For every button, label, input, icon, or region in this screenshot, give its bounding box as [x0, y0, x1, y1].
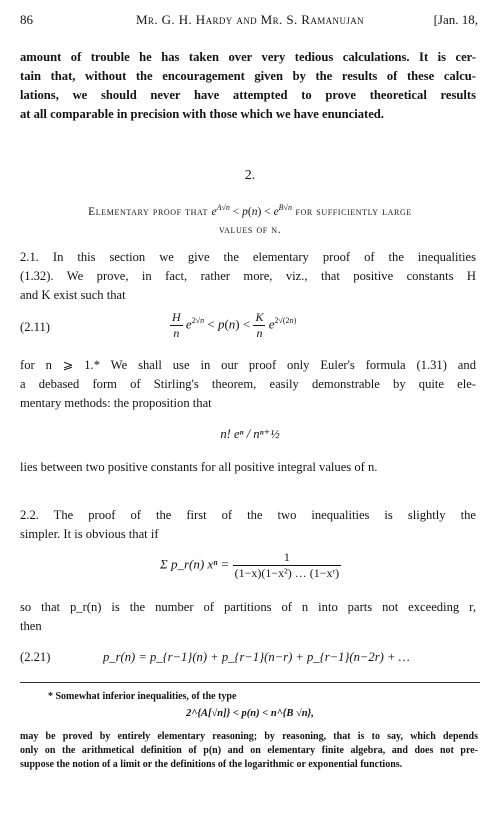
text-line: mentary methods: the proposition that [20, 396, 212, 410]
text-line: (1.32). We prove, in fact, rather more, viz., that positive constants H [20, 269, 476, 283]
section-title-right: for sufficiently large [295, 205, 412, 218]
running-head: Mr. G. H. Hardy and Mr. S. Ramanujan [135, 12, 365, 27]
section-title-line2: values of n. [218, 224, 282, 236]
text-line: may be proved by entirely elementary reasoning; by reasoning, that is to say, which depends [20, 731, 478, 742]
text-line: then [20, 619, 42, 633]
text-line: at all comparable in precision with those which we have enunciated. [20, 107, 384, 121]
text-line: and K exist such that [20, 288, 126, 302]
footnote-intro: * Somewhat inferior inequalities, of the type [48, 691, 237, 702]
text-line: 2.2. The proof of the first of the two inequalities is slightly the [20, 508, 476, 522]
equation-2-21: p_r(n) = p_{r−1}(n) + p_{r−1}(n−r) + p_{r−1}(n−2r) + … [103, 650, 410, 664]
generating-fraction [233, 550, 341, 581]
fraction-numerator: 1 [283, 550, 290, 564]
title-inequality: $e^{A√n} < p(n) < e^{B√n}$ [211, 203, 292, 218]
intro-paragraph [20, 48, 476, 124]
text-line: a debased form of Stirling's theorem, easily demonstrable by quite ele- [20, 377, 476, 391]
text-line: amount of trouble he has taken over very tedious calculations. It is cer- [20, 50, 476, 64]
text-line: so that p_r(n) is the number of partitions of n into parts not exceeding r, [20, 600, 476, 614]
text-line: tain that, without the encouragement given by the results of these calcu- [20, 69, 476, 83]
equation-label-2-11: (2.11) [20, 320, 50, 334]
equation-label-2-21: (2.21) [20, 650, 51, 664]
text-line: 2.1. In this section we give the elementary proof of the inequalities [20, 250, 476, 264]
fraction-k-over-n: $\frac{K}{n}$ [255, 310, 264, 340]
text-line: lies between two positive constants for all positive integral values of n. [20, 460, 378, 474]
paragraph-2-2 [20, 506, 476, 544]
fraction-h-over-n: $\frac{H}{n}$ [172, 310, 181, 340]
footnote-formula: 2^{A[√n]} < p(n) < n^{B √n}, [186, 708, 314, 719]
page-number: 86 [20, 12, 33, 27]
paragraph-euler-stirling [20, 356, 476, 413]
text-line: lations, we should never have attempted to prove theoretical results [20, 88, 476, 102]
paragraph-lies-between [20, 458, 476, 477]
section-title-left: Elementary proof that [88, 205, 209, 218]
stirling-expression: n! eⁿ / nⁿ⁺½ [220, 427, 280, 441]
header-date: [Jan. 18, [433, 12, 478, 27]
section-number: 2. [244, 168, 256, 183]
text-line: for n ⩾ 1.* We shall use in our proof only Euler's formula (1.31) and [20, 358, 476, 372]
equation-2-11: $\frac{H}{n}$ $e^{2√n} < p(n)$ < $\frac{K}{n}$ $e^{2√(2n)}$ [172, 310, 297, 340]
equation-lhs: Σ p_r(n) xⁿ = [160, 556, 230, 572]
paragraph-2-1 [20, 248, 476, 305]
text-line: only on the arithmetical definition of p(n) and on elementary finite algebra, and does not pre- [20, 745, 478, 756]
footnote-body [20, 730, 478, 772]
generating-function-equation [160, 550, 341, 581]
fraction-denominator: (1−x)(1−x²) … (1−xʳ) [234, 566, 340, 580]
footnote-rule [20, 682, 480, 683]
paragraph-so-that [20, 598, 476, 636]
text-line: simpler. It is obvious that if [20, 527, 159, 541]
text-line: suppose the notion of a limit or the definitions of the logarithmic or exponential functions. [20, 759, 403, 770]
section-title-line1 [0, 203, 500, 218]
